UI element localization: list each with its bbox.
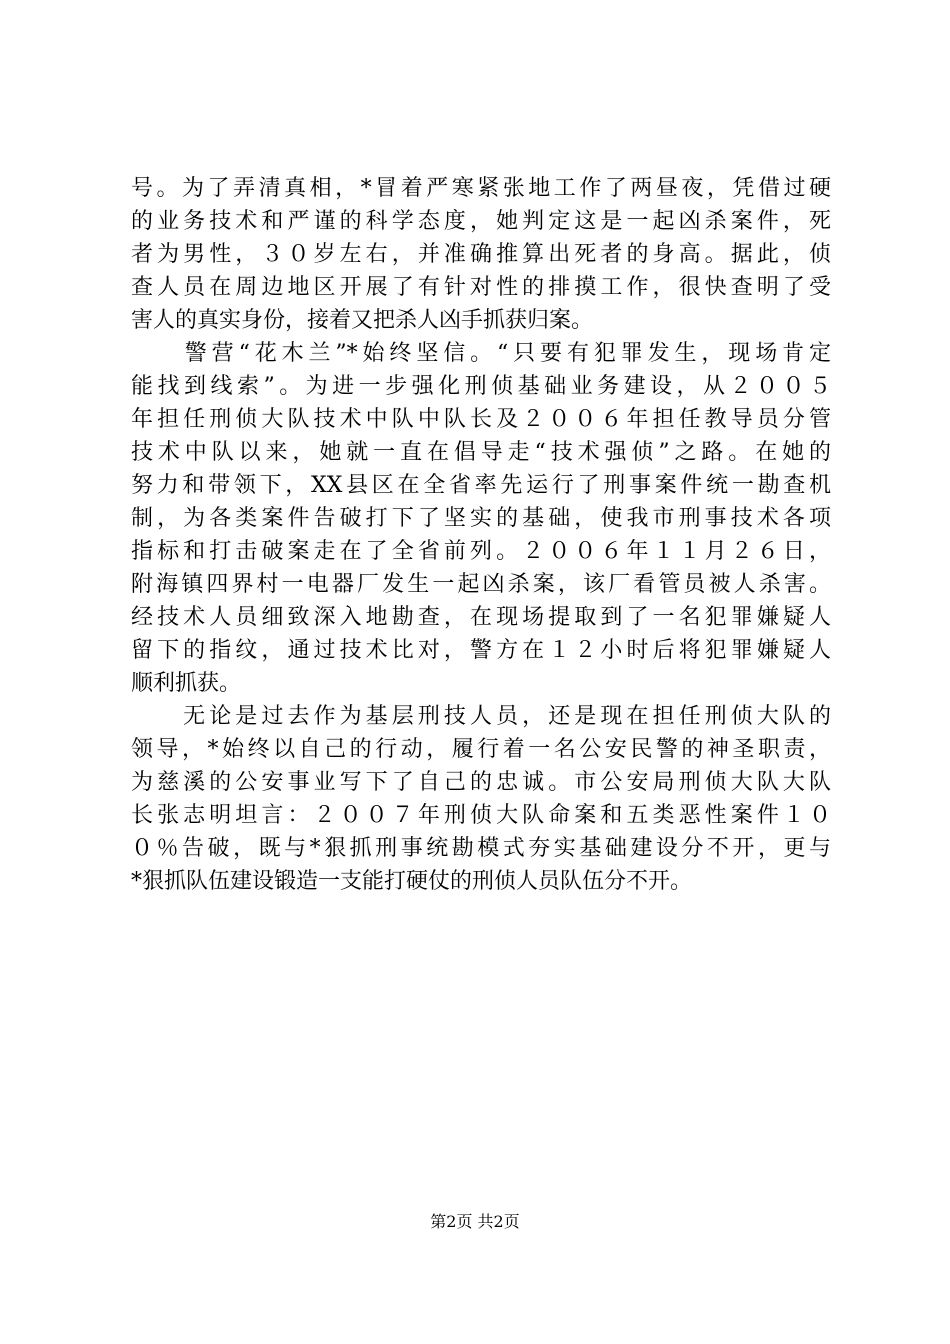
text-line: 领导，*始终以自己的行动，履行着一名公安民警的神圣职责， [131,737,831,762]
text-line: 查人员在周边地区开展了有针对性的排摸工作，很快查明了受 [131,275,831,300]
text-line: 长张志明坦言：２００７年刑侦大队命案和五类恶性案件１０ [131,803,831,828]
text-line: 努力和带领下，XX县区在全省率先运行了刑事案件统一勘查机 [131,473,831,498]
text-line: 顺利抓获。 [131,671,242,696]
text-line: 能找到线索”。为进一步强化刑侦基础业务建设，从２００５ [131,374,831,399]
text-line: 指标和打击破案走在了全省前列。２００６年１１月２６日， [131,539,831,564]
text-line: 害人的真实身份，接着又把杀人凶手抓获归案。 [131,308,594,333]
text-line: *狠抓队伍建设锻造一支能打硬仗的刑侦人员队伍分不开。 [131,869,693,894]
text-line: 技术中队以来，她就一直在倡导走“技术强侦”之路。在她的 [131,440,831,465]
page-number-footer: 第2页 共2页 [430,1212,520,1231]
text-line: 留下的指纹，通过技术比对，警方在１２小时后将犯罪嫌疑人 [131,638,831,663]
text-line: ０％告破，既与*狠抓刑事统勘模式夯实基础建设分不开，更与 [131,836,831,861]
text-line: 无论是过去作为基层刑技人员，还是现在担任刑侦大队的 [131,704,831,729]
text-line: 附海镇四界村一电器厂发生一起凶杀案，该厂看管员被人杀害。 [131,572,831,597]
text-line: 经技术人员细致深入地勘查，在现场提取到了一名犯罪嫌疑人 [131,605,831,630]
text-line: 的业务技术和严谨的科学态度，她判定这是一起凶杀案件，死 [131,209,831,234]
body-text [131,172,831,898]
text-line: 号。为了弄清真相，*冒着严寒紧张地工作了两昼夜，凭借过硬 [131,176,831,201]
text-line: 年担任刑侦大队技术中队中队长及２００６年担任教导员分管 [131,407,831,432]
text-line: 制，为各类案件告破打下了坚实的基础，使我市刑事技术各项 [131,506,831,531]
text-line: 者为男性，３０岁左右，并准确推算出死者的身高。据此，侦 [131,242,831,267]
text-line: 警营“花木兰”*始终坚信。“只要有犯罪发生，现场肯定 [131,341,831,366]
text-line: 为慈溪的公安事业写下了自己的忠诚。市公安局刑侦大队大队 [131,770,831,795]
